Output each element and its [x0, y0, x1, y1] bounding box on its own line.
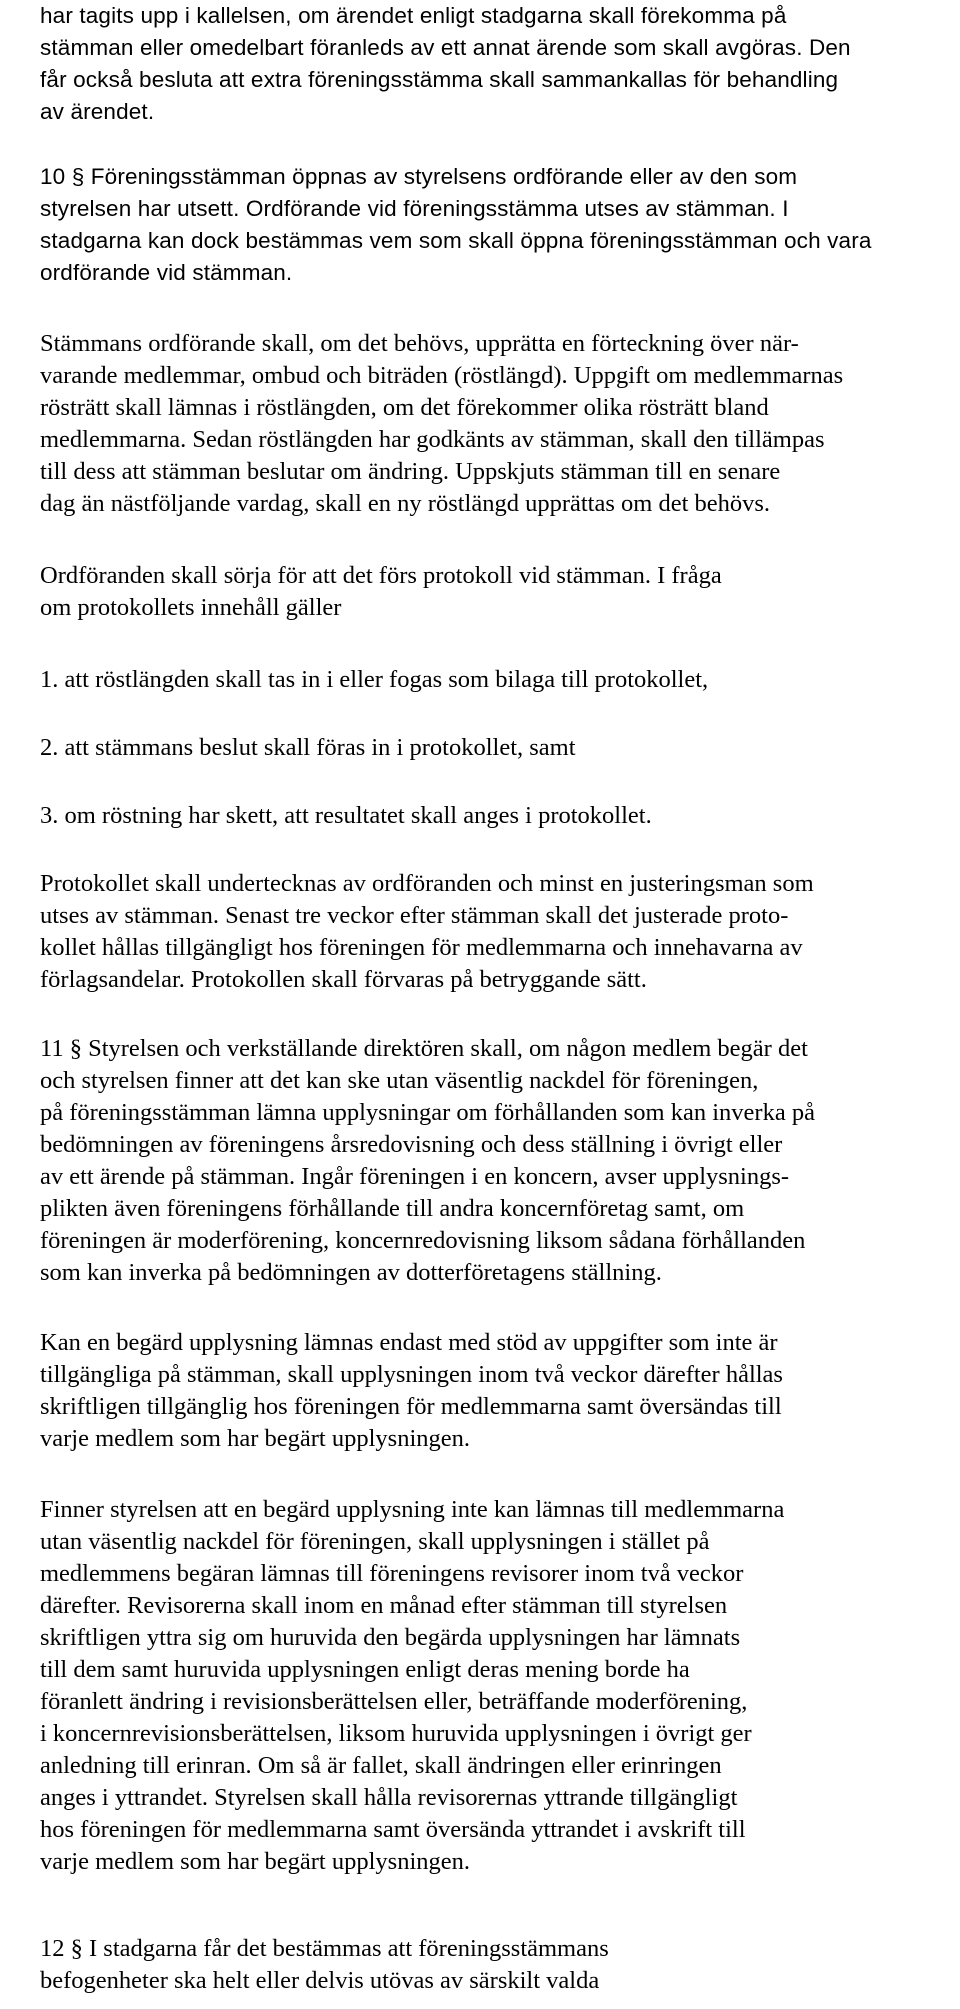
text-line: kollet hållas tillgängligt hos föreningen för medlemmarna och innehavarna av — [40, 934, 803, 961]
text-line: till dem samt huruvida upplysningen enligt deras mening borde ha — [40, 1656, 690, 1683]
text-line: Protokollet skall undertecknas av ordföranden och minst en justeringsman som — [40, 870, 814, 897]
text-line: skriftligen yttra sig om huruvida den begärda upplysningen har lämnats — [40, 1624, 741, 1651]
text-line: befogenheter ska helt eller delvis utövas av särskilt valda — [40, 1967, 600, 1994]
text-line: på föreningsstämman lämna upplysningar om förhållanden som kan inverka på — [40, 1099, 815, 1126]
paragraph-begard-upplysning — [40, 1327, 783, 1455]
paragraph-finner-styrelsen — [40, 1494, 784, 1878]
text-line: i koncernrevisionsberättelsen, liksom huruvida upplysningen i övrigt ger — [40, 1720, 752, 1747]
text-line: styrelsen har utsett. Ordförande vid föreningsstämma utses av stämman. I — [40, 196, 789, 221]
list-item-1 — [40, 664, 708, 696]
text-line: får också besluta att extra föreningsstämma skall sammankallas för behandling — [40, 67, 839, 92]
text-line: varje medlem som har begärt upplysningen. — [40, 1425, 470, 1452]
text-line: till dess att stämman beslutar om ändring. Uppskjuts stämman till en senare — [40, 458, 781, 485]
text-line: föranlett ändring i revisionsberättelsen eller, beträffande moderförening, — [40, 1688, 748, 1715]
text-line: Kan en begärd upplysning lämnas endast med stöd av uppgifter som inte är — [40, 1329, 778, 1356]
paragraph-rostlangd — [40, 328, 843, 520]
text-line: stämman eller omedelbart föranleds av ett annat ärende som skall avgöras. Den — [40, 35, 851, 60]
list-item-text: 3. om röstning har skett, att resultatet skall anges i protokollet. — [40, 802, 652, 829]
paragraph-section-10 — [40, 161, 872, 289]
text-line: tillgängliga på stämman, skall upplysningen inom två veckor därefter hållas — [40, 1361, 783, 1388]
text-line: Finner styrelsen att en begärd upplysning inte kan lämnas till medlemmarna — [40, 1496, 785, 1523]
text-line: varje medlem som har begärt upplysningen. — [40, 1848, 470, 1875]
paragraph-intro — [40, 0, 851, 128]
text-line: anledning till erinran. Om så är fallet, skall ändringen eller erinringen — [40, 1752, 722, 1779]
text-line: utses av stämman. Senast tre veckor efter stämman skall det justerade proto- — [40, 902, 789, 929]
text-line: 10 § Föreningsstämman öppnas av styrelsens ordförande eller av den som — [40, 164, 798, 189]
text-line: därefter. Revisorerna skall inom en månad efter stämman till styrelsen — [40, 1592, 728, 1619]
text-line: medlemmarna. Sedan röstlängden har godkänts av stämman, skall den tillämpas — [40, 426, 825, 453]
text-line: ordförande vid stämman. — [40, 260, 293, 285]
paragraph-section-12 — [40, 1933, 609, 1997]
paragraph-protokoll-sign — [40, 868, 814, 996]
paragraph-section-11 — [40, 1033, 815, 1289]
text-line: har tagits upp i kallelsen, om ärendet enligt stadgarna skall förekomma på — [40, 3, 787, 28]
list-item-3 — [40, 800, 652, 832]
text-line: stadgarna kan dock bestämmas vem som skall öppna föreningsstämman och vara — [40, 228, 872, 253]
text-line: av ärendet. — [40, 99, 155, 124]
paragraph-protokoll-intro — [40, 560, 722, 624]
list-item-2 — [40, 732, 576, 764]
text-line: plikten även föreningens förhållande till andra koncernföretag samt, om — [40, 1195, 745, 1222]
text-line: som kan inverka på bedömningen av dotterföretagens ställning. — [40, 1259, 662, 1286]
text-line: Stämmans ordförande skall, om det behövs, upprätta en förteckning över när- — [40, 330, 799, 357]
text-line: bedömningen av föreningens årsredovisning och dess ställning i övrigt eller — [40, 1131, 783, 1158]
text-line: anges i yttrandet. Styrelsen skall hålla revisorernas yttrande tillgängligt — [40, 1784, 738, 1811]
text-line: och styrelsen finner att det kan ske utan väsentlig nackdel för föreningen, — [40, 1067, 759, 1094]
text-line: Ordföranden skall sörja för att det förs protokoll vid stämman. I fråga — [40, 562, 722, 589]
text-line: 11 § Styrelsen och verkställande direktören skall, om någon medlem begär det — [40, 1035, 808, 1062]
text-line: hos föreningen för medlemmarna samt översända yttrandet i avskrift till — [40, 1816, 746, 1843]
list-item-text: 2. att stämmans beslut skall föras in i protokollet, samt — [40, 734, 576, 761]
text-line: medlemmens begäran lämnas till föreningens revisorer inom två veckor — [40, 1560, 744, 1587]
text-line: dag än nästföljande vardag, skall en ny röstlängd upprättas om det behövs. — [40, 490, 771, 517]
text-line: förlagsandelar. Protokollen skall förvaras på betryggande sätt. — [40, 966, 647, 993]
text-line: föreningen är moderförening, koncernredovisning liksom sådana förhållanden — [40, 1227, 806, 1254]
text-line: om protokollets innehåll gäller — [40, 594, 342, 621]
text-line: av ett ärende på stämman. Ingår föreningen i en koncern, avser upplysnings- — [40, 1163, 790, 1190]
list-item-text: 1. att röstlängden skall tas in i eller fogas som bilaga till protokollet, — [40, 666, 709, 693]
text-line: rösträtt skall lämnas i röstlängden, om det förekommer olika rösträtt bland — [40, 394, 769, 421]
text-line: skriftligen tillgänglig hos föreningen för medlemmarna samt översändas till — [40, 1393, 782, 1420]
text-line: utan väsentlig nackdel för föreningen, skall upplysningen i stället på — [40, 1528, 710, 1555]
text-line: 12 § I stadgarna får det bestämmas att föreningsstämmans — [40, 1935, 609, 1962]
text-line: varande medlemmar, ombud och biträden (röstlängd). Uppgift om medlemmarnas — [40, 362, 844, 389]
